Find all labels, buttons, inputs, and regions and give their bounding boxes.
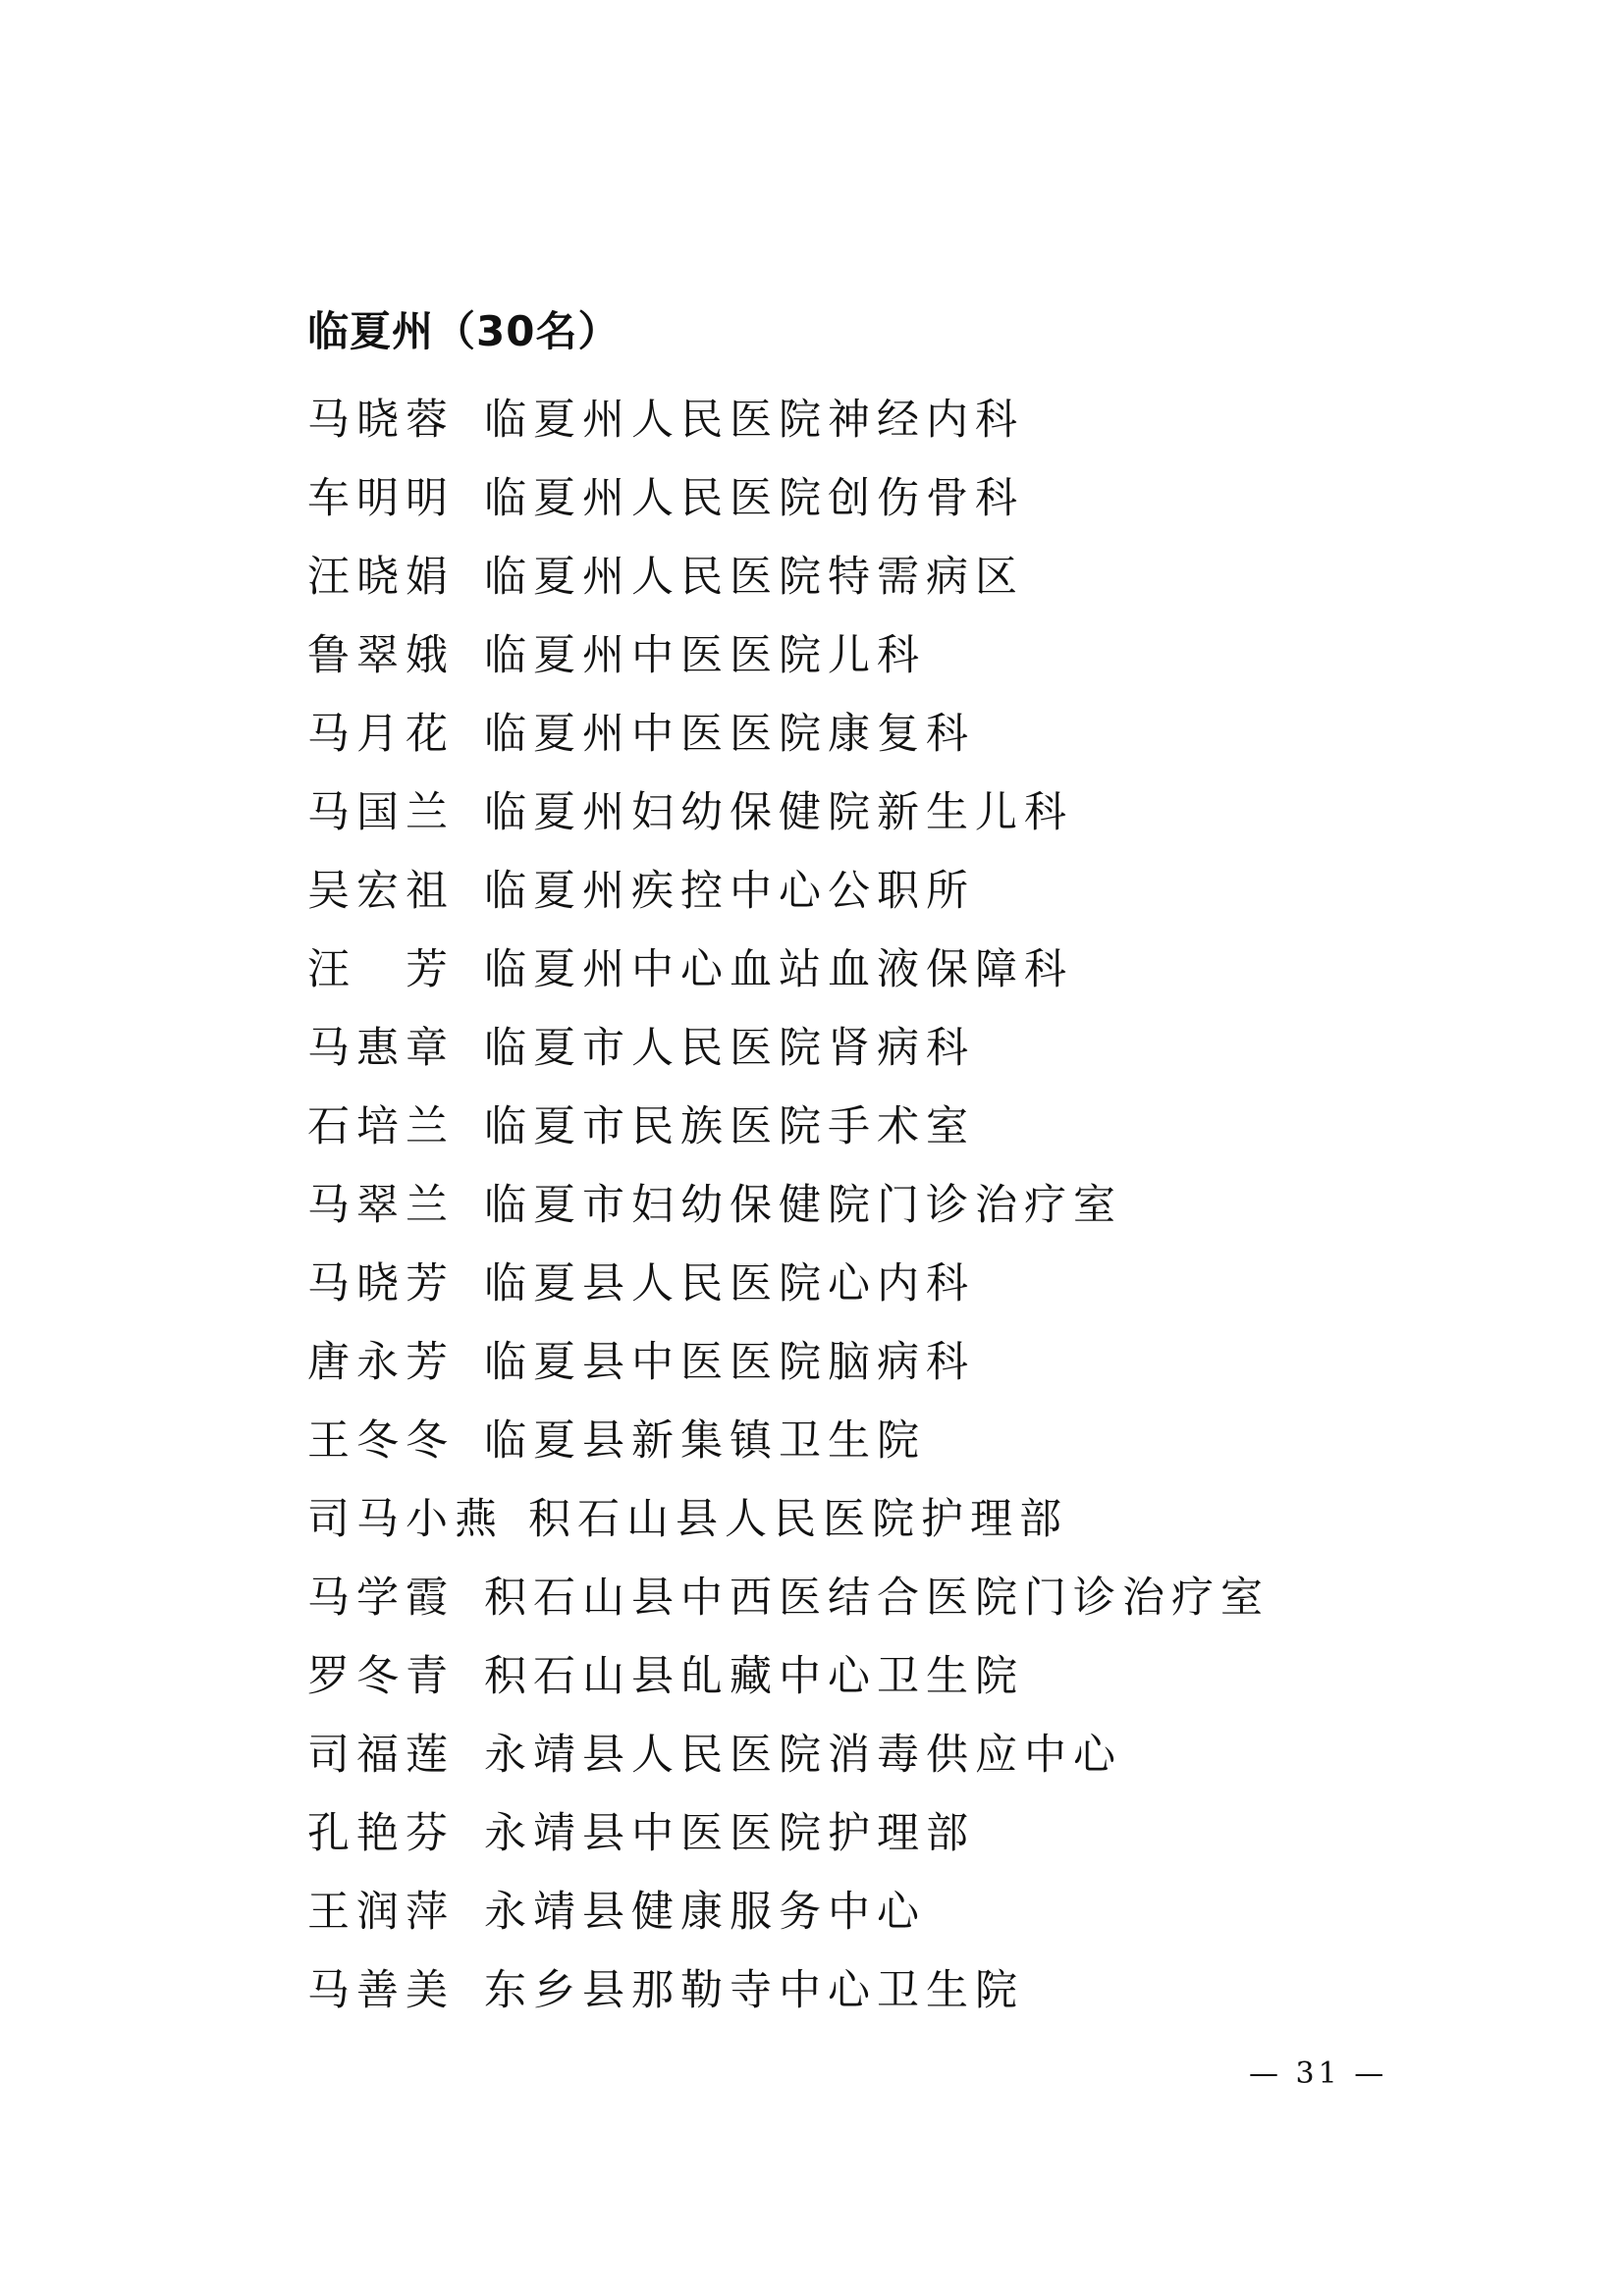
work-unit: 临夏州人民医院特需病区: [484, 553, 1024, 602]
list-item: [307, 852, 1387, 931]
person-name: 马国兰: [307, 788, 455, 837]
person-name: 汪晓娟: [307, 553, 455, 602]
list-item: [307, 1716, 1387, 1794]
person-name: 石培兰: [307, 1102, 455, 1151]
person-name: 唐永芳: [307, 1338, 455, 1387]
person-name: 吴宏祖: [307, 867, 455, 916]
list-item: [307, 1951, 1387, 2030]
person-name: 司福莲: [307, 1731, 455, 1780]
work-unit: 临夏州人民医院创伤骨科: [484, 474, 1024, 523]
person-name: 罗冬青: [307, 1652, 455, 1701]
person-name: 马晓蓉: [307, 396, 455, 445]
work-unit: 临夏州妇幼保健院新生儿科: [484, 788, 1073, 837]
work-unit: 临夏州中心血站血液保障科: [484, 945, 1073, 994]
honoree-list: [307, 381, 1387, 2030]
list-item: [307, 695, 1387, 774]
page-number: — 31 —: [1249, 2056, 1388, 2091]
work-unit: 积石山县人民医院护理部: [528, 1495, 1068, 1544]
work-unit: 临夏市民族医院手术室: [484, 1102, 975, 1151]
list-item: [307, 774, 1387, 852]
work-unit: 永靖县健康服务中心: [484, 1888, 926, 1937]
person-name: 马翠兰: [307, 1181, 455, 1230]
work-unit: 临夏州人民医院神经内科: [484, 396, 1024, 445]
section-title: 临夏州（30名）: [307, 307, 621, 355]
work-unit: 临夏州疾控中心公职所: [484, 867, 975, 916]
person-name: 汪 芳: [307, 945, 455, 994]
person-name: 孔艳芬: [307, 1809, 455, 1858]
work-unit: 永靖县中医医院护理部: [484, 1809, 975, 1858]
list-item: [307, 1245, 1387, 1323]
work-unit: 永靖县人民医院消毒供应中心: [484, 1731, 1122, 1780]
person-name: 王冬冬: [307, 1416, 455, 1466]
list-item: [307, 616, 1387, 695]
work-unit: 临夏县中医医院脑病科: [484, 1338, 975, 1387]
work-unit: 临夏市妇幼保健院门诊治疗室: [484, 1181, 1122, 1230]
work-unit: 积石山县中西医结合医院门诊治疗室: [484, 1574, 1270, 1623]
list-item: [307, 1480, 1387, 1559]
work-unit: 临夏市人民医院肾病科: [484, 1024, 975, 1073]
list-item: [307, 1559, 1387, 1637]
work-unit: 临夏州中医医院儿科: [484, 631, 926, 680]
person-name: 马善美: [307, 1966, 455, 2015]
work-unit: 临夏县新集镇卫生院: [484, 1416, 926, 1466]
person-name: 马惠章: [307, 1024, 455, 1073]
list-item: [307, 538, 1387, 616]
list-item: [307, 1009, 1387, 1088]
list-item: [307, 1323, 1387, 1402]
list-item: [307, 459, 1387, 538]
person-name: 王润萍: [307, 1888, 455, 1937]
person-name: 马晓芳: [307, 1259, 455, 1308]
person-name: 马学霞: [307, 1574, 455, 1623]
person-name: 司马小燕: [307, 1495, 504, 1544]
work-unit: 东乡县那勒寺中心卫生院: [484, 1966, 1024, 2015]
list-item: [307, 931, 1387, 1009]
list-item: [307, 1637, 1387, 1716]
work-unit: 积石山县癿藏中心卫生院: [484, 1652, 1024, 1701]
list-item: [307, 1402, 1387, 1480]
list-item: [307, 1794, 1387, 1873]
work-unit: 临夏县人民医院心内科: [484, 1259, 975, 1308]
list-item: [307, 1873, 1387, 1951]
person-name: 车明明: [307, 474, 455, 523]
list-item: [307, 1088, 1387, 1166]
person-name: 马月花: [307, 710, 455, 759]
person-name: 鲁翠娥: [307, 631, 455, 680]
list-item: [307, 381, 1387, 459]
work-unit: 临夏州中医医院康复科: [484, 710, 975, 759]
list-item: [307, 1166, 1387, 1245]
